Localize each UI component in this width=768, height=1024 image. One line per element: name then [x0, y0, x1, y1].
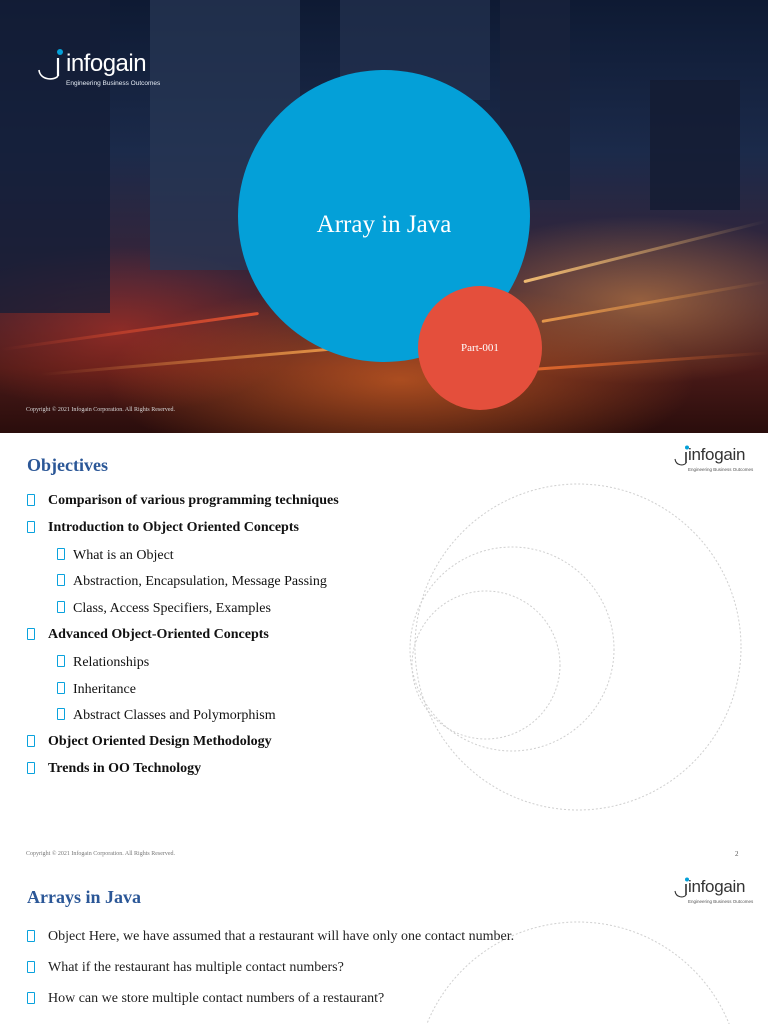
copyright-text: Copyright © 2021 Infogain Corporation. All Rights Reserved.: [26, 407, 176, 413]
copyright-text: Copyright © 2021 Infogain Corporation. All Rights Reserved.: [26, 851, 176, 857]
bullet-icon: [57, 655, 65, 667]
logo-wordmark: infogain: [66, 50, 147, 77]
objective-text: Advanced Object-Oriented Concepts: [48, 626, 269, 642]
decorative-circles: [400, 483, 768, 823]
logo-wordmark: infogain: [688, 877, 746, 896]
bullet-icon: [57, 548, 65, 560]
objective-text: Introduction to Object Oriented Concepts: [48, 519, 299, 535]
background-building: [0, 0, 110, 313]
infogain-logo-icon: [36, 48, 66, 82]
title-slide: [0, 0, 768, 433]
bullet-icon: [27, 521, 35, 533]
objective-text: Abstract Classes and Polymorphism: [73, 708, 276, 724]
light-streak: [523, 220, 766, 283]
bullet-text: What if the restaurant has multiple contact numbers?: [48, 960, 344, 975]
bullet-icon: [27, 930, 35, 942]
logo-tagline: Engineering Business Outcomes: [66, 80, 161, 87]
bullet-icon: [27, 494, 35, 506]
objective-text: Relationships: [73, 654, 150, 670]
logo-tagline: Engineering Business Outcomes: [688, 899, 754, 904]
objective-text: Object Oriented Design Methodology: [48, 734, 272, 750]
objective-text: Comparison of various programming techniques: [48, 493, 339, 508]
light-streak: [520, 351, 768, 371]
bullet-text: Object Here, we have assumed that a restaurant will have only one contact number.: [48, 929, 515, 944]
light-streak: [541, 280, 768, 323]
slide-title: Arrays in Java: [27, 887, 141, 907]
arrays-slide: [0, 865, 768, 1024]
light-streak: [1, 312, 259, 351]
bullet-icon: [57, 708, 65, 720]
logo-tagline: Engineering Business Outcomes: [688, 467, 754, 472]
bullet-icon: [27, 992, 35, 1004]
bullet-icon: [27, 762, 35, 774]
light-streak: [40, 347, 339, 376]
slide-title: Objectives: [27, 455, 108, 475]
bullet-icon: [27, 961, 35, 973]
objective-text: What is an Object: [73, 547, 174, 563]
logo-wordmark: infogain: [688, 445, 746, 464]
objective-text: Class, Access Specifiers, Examples: [73, 601, 271, 617]
bullet-icon: [57, 682, 65, 694]
bullet-icon: [27, 735, 35, 747]
background-building: [650, 80, 740, 210]
page-number: 2: [735, 850, 739, 858]
part-circle: [418, 286, 542, 410]
bullet-text: How can we store multiple contact numbers of a restaurant?: [48, 991, 385, 1006]
objective-text: Inheritance: [73, 681, 136, 697]
slide-title: Array in Java: [316, 211, 452, 238]
bullet-icon: [57, 601, 65, 613]
objective-text: Trends in OO Technology: [48, 760, 202, 776]
bullet-icon: [57, 574, 65, 586]
objectives-slide: [0, 433, 768, 865]
objective-text: Abstraction, Encapsulation, Message Passing: [73, 574, 327, 590]
bullet-icon: [27, 628, 35, 640]
part-label: Part-001: [461, 342, 499, 354]
